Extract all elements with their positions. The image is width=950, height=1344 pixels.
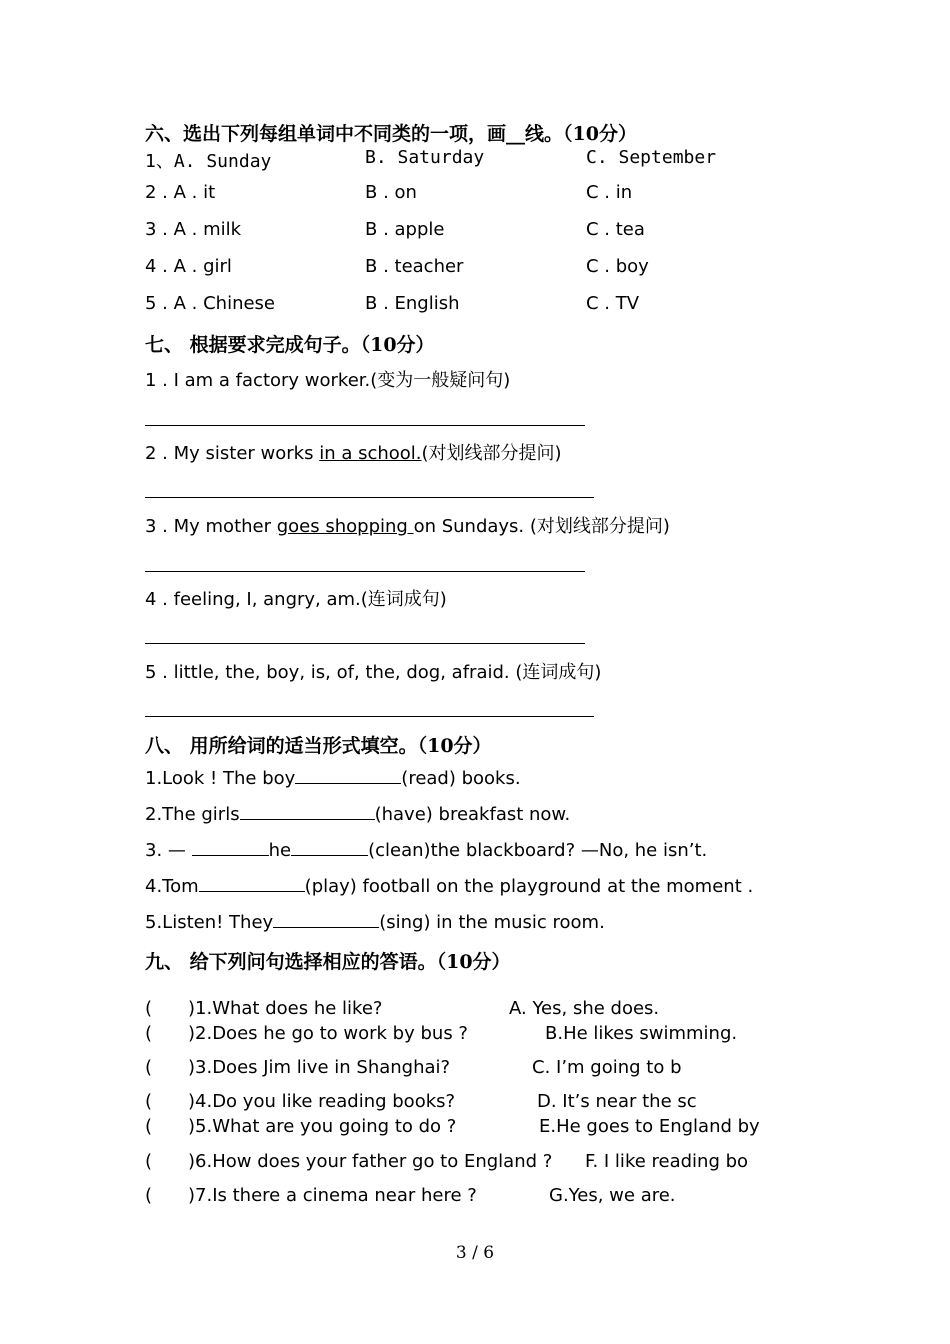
s9-answer-paren-3[interactable]: ( (145, 1057, 153, 1078)
s8-q5-text-end: (sing) in the music room. (379, 912, 605, 933)
s6-row4-c: C . boy (586, 256, 649, 277)
s6-row3-b: B . apple (365, 219, 445, 240)
s6-row1-a: 1、A. Sunday (145, 151, 272, 172)
s6-row4-a: 4 . A . girl (145, 256, 232, 277)
s9-answer-paren-2[interactable]: ( (145, 1023, 153, 1044)
s8-question-3 (145, 840, 707, 861)
s9-answer-paren-4[interactable]: ( (145, 1091, 153, 1112)
s8-question-5 (145, 912, 605, 933)
s8-q2-text: 2.The girls (145, 804, 240, 825)
s6-row2-a: 2 . A . it (145, 182, 216, 203)
s9-answer-paren-6[interactable]: ( (145, 1151, 153, 1172)
s9-option-e: E.He goes to England by (539, 1116, 760, 1137)
section-6-heading: 六、选出下列每组单词中不同类的一项，画__线。（10分） (145, 123, 637, 145)
s8-q5-blank[interactable] (273, 913, 379, 928)
page-number: 3 / 6 (455, 1243, 495, 1263)
s8-q4-blank[interactable] (199, 877, 305, 892)
s8-q4-text-end: (play) football on the playground at the moment . (304, 876, 754, 897)
s8-q3-text-mid: he (268, 840, 292, 861)
s7-q2-text: 2 . My sister works (145, 443, 320, 464)
s8-q3-blank-1[interactable] (192, 841, 269, 856)
s9-option-b: B.He likes swimming. (545, 1023, 738, 1044)
s8-q4-text: 4.Tom (145, 876, 199, 897)
s6-row2-b: B . on (365, 182, 417, 203)
s9-option-a: A. Yes, she does. (509, 998, 660, 1019)
s6-row3-a: 3 . A . milk (145, 219, 242, 240)
s7-answer-line-1[interactable] (145, 425, 585, 426)
s7-answer-line-3[interactable] (145, 571, 585, 572)
s7-question-4: 4 . feeling, I, angry, am.(连词成句) (145, 589, 447, 610)
s9-option-c: C. I’m going to b (532, 1057, 682, 1078)
s9-answer-paren-1[interactable]: ( (145, 998, 153, 1019)
s6-row1-c: C. September (586, 147, 717, 168)
s9-question-5: )5.What are you going to do ? (188, 1116, 457, 1137)
s6-row5-a: 5 . A . Chinese (145, 293, 276, 314)
s9-question-4: )4.Do you like reading books? (188, 1091, 456, 1112)
s8-q3-text: 3. — (145, 840, 192, 861)
s7-question-5: 5 . little, the, boy, is, of, the, dog, afraid. (连词成句) (145, 662, 602, 683)
s9-option-d: D. It’s near the sc (537, 1091, 697, 1112)
s7-q2-instruction: (对划线部分提问) (421, 443, 562, 464)
s8-question-1 (145, 768, 521, 789)
s8-q1-text-end: (read) books. (401, 768, 521, 789)
s7-q3-text: 3 . My mother (145, 516, 277, 537)
s9-question-6: )6.How does your father go to England ? (188, 1151, 553, 1172)
s6-row1-b: B. Saturday (365, 147, 485, 168)
s6-row5-c: C . TV (586, 293, 640, 314)
s6-row2-c: C . in (586, 182, 633, 203)
s7-q3-underlined: goes shopping (276, 516, 414, 537)
section-9-heading: 九、 给下列问句选择相应的答语。（10分） (145, 951, 511, 973)
section-7-heading: 七、 根据要求完成句子。（10分） (145, 334, 435, 356)
s8-q3-text-end: (clean)the blackboard? —No, he isn’t. (368, 840, 708, 861)
s9-option-f: F. I like reading bo (585, 1151, 749, 1172)
s7-q3-instruction: on Sundays. (对划线部分提问) (413, 516, 670, 537)
s7-question-3 (145, 512, 670, 538)
s8-question-2 (145, 804, 570, 825)
section-8-heading: 八、 用所给词的适当形式填空。（10分） (145, 735, 492, 757)
s7-question-1: 1 . I am a factory worker.(变为一般疑问句) (145, 370, 511, 391)
s7-q2-underlined: in a school. (319, 443, 422, 464)
s9-question-1: )1.What does he like? (188, 998, 383, 1019)
s6-row5-b: B . English (365, 293, 460, 314)
s6-row4-b: B . teacher (365, 256, 464, 277)
s7-question-2 (145, 439, 562, 465)
s9-question-3: )3.Does Jim live in Shanghai? (188, 1057, 451, 1078)
s8-q2-blank[interactable] (240, 805, 375, 820)
s9-option-g: G.Yes, we are. (549, 1185, 676, 1206)
s9-answer-paren-7[interactable]: ( (145, 1185, 153, 1206)
s8-question-4 (145, 876, 753, 897)
s7-answer-line-5[interactable] (145, 716, 594, 717)
s9-answer-paren-5[interactable]: ( (145, 1116, 153, 1137)
s9-question-2: )2.Does he go to work by bus ? (188, 1023, 468, 1044)
s8-q5-text: 5.Listen! They (145, 912, 274, 933)
s8-q1-blank[interactable] (295, 769, 401, 784)
s8-q3-blank-2[interactable] (291, 841, 368, 856)
s7-answer-line-2[interactable] (145, 497, 594, 498)
s9-question-7: )7.Is there a cinema near here ? (188, 1185, 477, 1206)
s7-answer-line-4[interactable] (145, 643, 585, 644)
s6-row3-c: C . tea (586, 219, 645, 240)
s8-q1-text: 1.Look ! The boy (145, 768, 296, 789)
s8-q2-text-end: (have) breakfast now. (374, 804, 571, 825)
